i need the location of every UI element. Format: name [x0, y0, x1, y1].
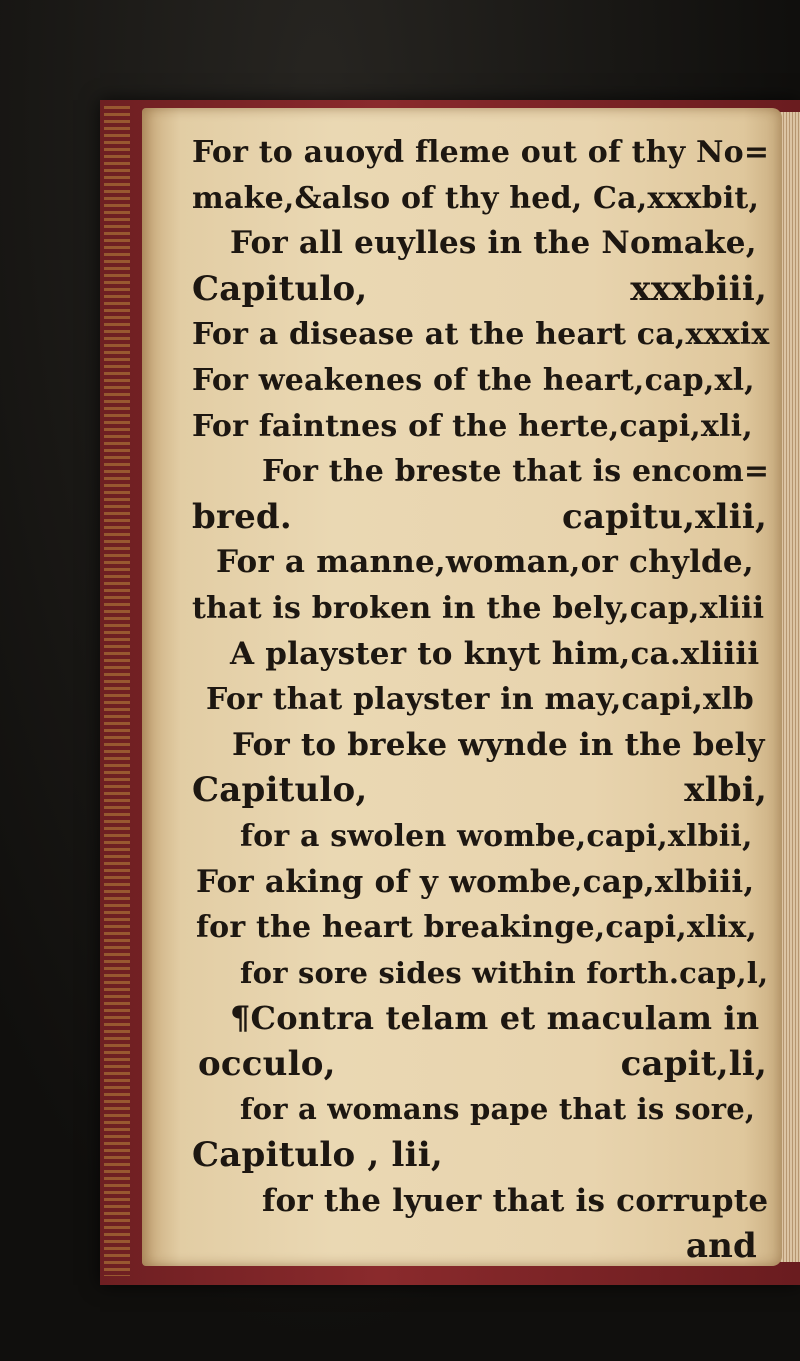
text-line — [192, 996, 767, 1042]
line-text: bred. — [192, 496, 292, 537]
text-line — [192, 814, 767, 860]
text-line — [192, 1179, 767, 1225]
text-line — [192, 495, 767, 541]
line-text: For aking of y wombe,cap,xlbiii, — [196, 863, 755, 900]
line-text: For faintnes of the herte,capi,xli, — [192, 408, 753, 444]
line-text: make,&also of thy hed, Ca,xxxbit, — [192, 180, 760, 216]
table-of-contents-text — [192, 130, 770, 1270]
line-text: Capitulo, — [192, 770, 368, 811]
text-line — [192, 1042, 767, 1088]
line-text: Capitulo , lii, — [192, 1135, 443, 1176]
text-line — [192, 267, 767, 313]
text-line — [192, 586, 767, 632]
line-text: For that playster in may,capi,xlb — [206, 682, 754, 718]
text-line — [192, 1133, 767, 1179]
text-line — [192, 860, 767, 906]
text-line — [192, 951, 767, 997]
line-text: occulo, — [198, 1043, 336, 1084]
line-text: for the lyuer that is corrupte — [262, 1182, 769, 1219]
text-line — [192, 677, 767, 723]
chapter-number: xlbi, — [684, 770, 767, 811]
line-text: that is broken in the bely,cap,xliii — [192, 590, 765, 626]
chapter-number: xxxbiii, — [630, 268, 767, 309]
text-line — [192, 540, 767, 586]
line-text: For a manne,woman,or chylde, — [216, 544, 754, 581]
line-text: For to auoyd fleme out of thy No= — [192, 135, 770, 170]
cover-decoration — [104, 106, 130, 1276]
text-line — [192, 632, 767, 678]
text-line — [192, 768, 767, 814]
text-line — [192, 176, 767, 222]
text-line — [192, 404, 767, 450]
text-line — [192, 723, 767, 769]
line-text: A playster to knyt him,ca.xliiii — [230, 635, 760, 672]
chapter-number: capit,li, — [620, 1043, 767, 1084]
line-text: Capitulo, — [192, 268, 368, 309]
text-line — [192, 905, 767, 951]
text-line — [192, 1087, 767, 1133]
catchword-line — [192, 1224, 767, 1270]
text-line — [192, 358, 767, 404]
text-line — [192, 221, 767, 267]
line-text: For to breke wynde in the bely — [232, 726, 765, 763]
line-text: for sore sides within forth.cap,l, — [240, 955, 769, 990]
text-line — [192, 449, 770, 495]
line-text: For all euylles in the Nomake, — [230, 225, 757, 262]
line-text: For the breste that is encom= — [262, 454, 770, 490]
line-text: for a swolen wombe,capi,xlbii, — [240, 818, 753, 854]
chapter-number: capitu,xlii, — [562, 496, 767, 537]
line-text: for a womans pape that is sore, — [240, 1092, 756, 1127]
line-text: For weakenes of the heart,cap,xl, — [192, 362, 755, 398]
line-text: for the heart breakinge,capi,xlix, — [196, 910, 757, 946]
line-text: For a disease at the heart ca,xxxix — [192, 317, 770, 353]
line-text: ¶Contra telam et maculam in — [230, 999, 760, 1038]
text-line — [192, 130, 770, 176]
catchword: and — [685, 1226, 757, 1267]
text-line — [192, 312, 770, 358]
